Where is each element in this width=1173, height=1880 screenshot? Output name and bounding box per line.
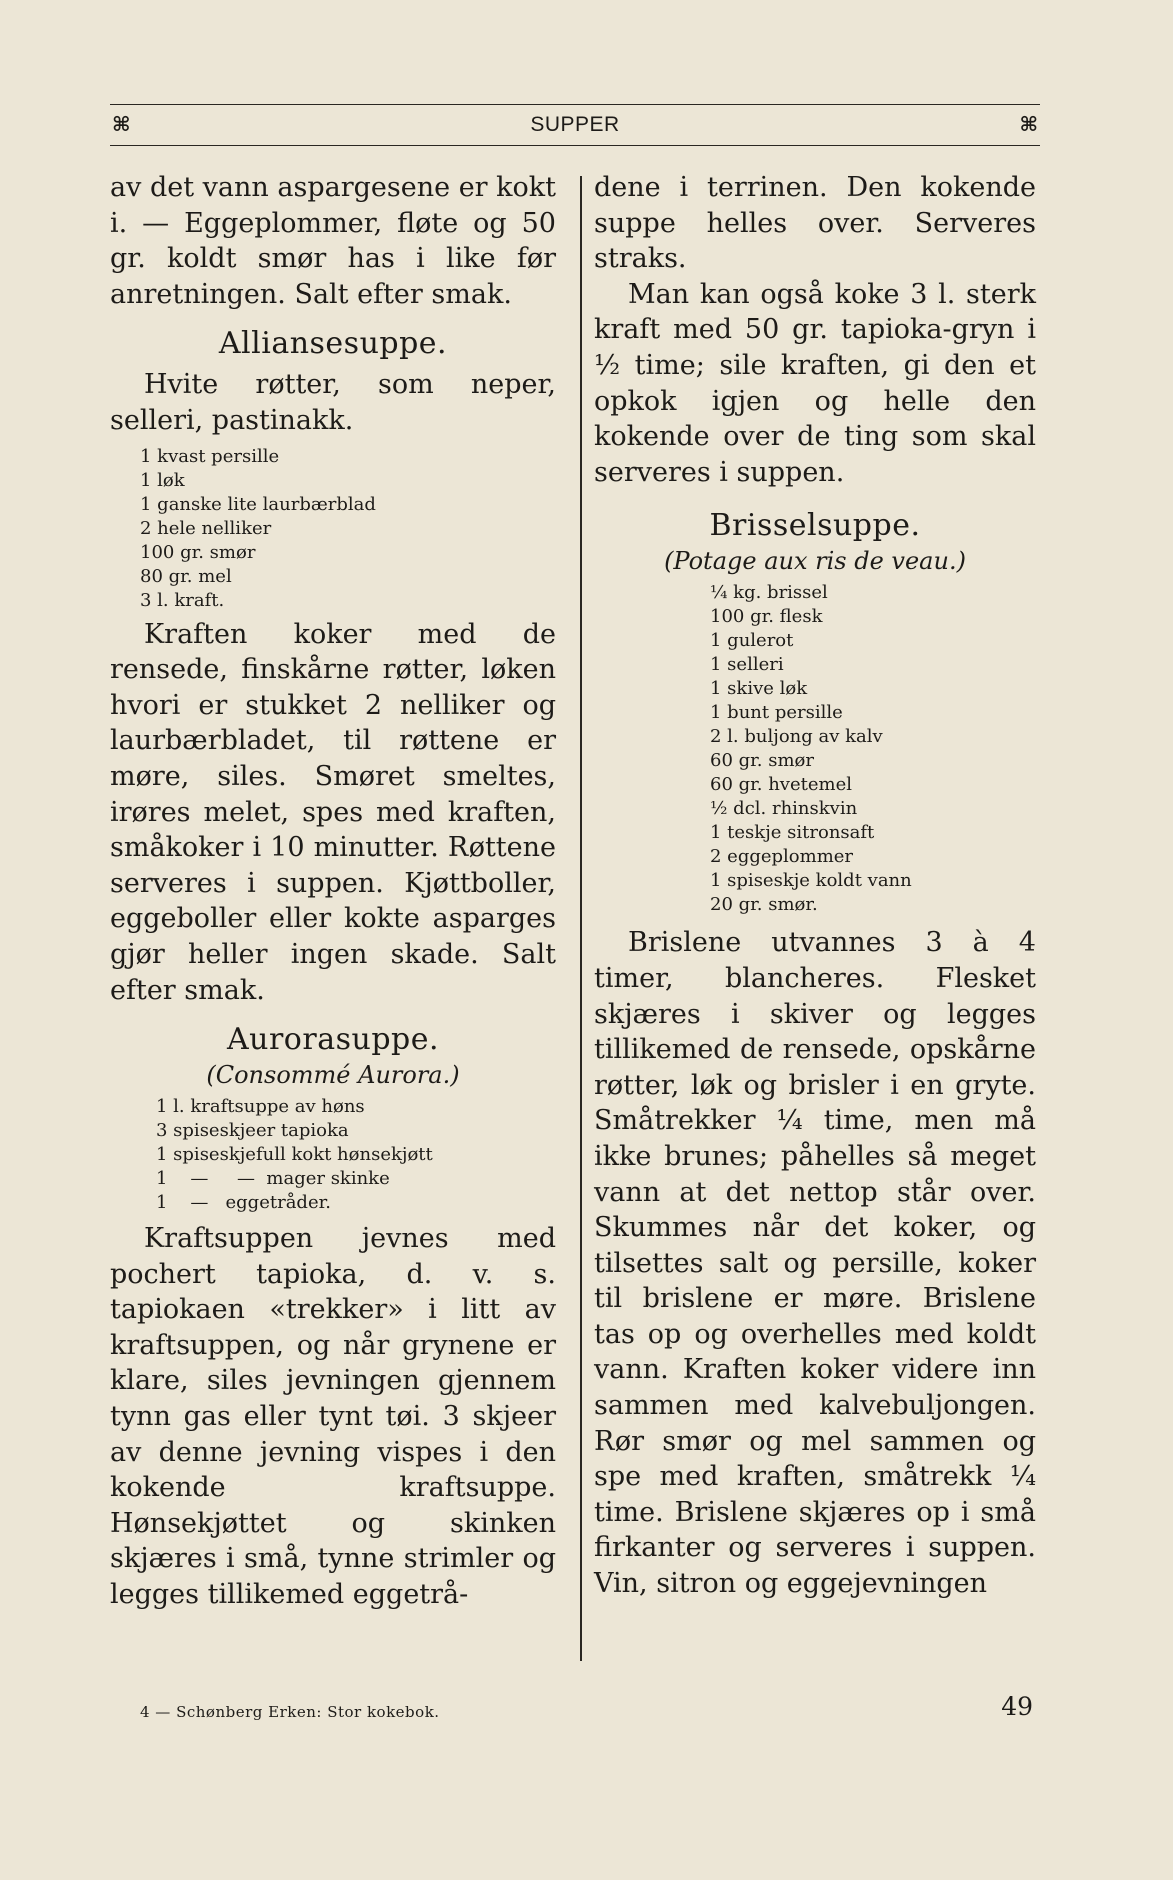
ingredient: 100 gr. flesk <box>710 606 823 628</box>
left-column <box>110 170 556 1613</box>
ingredient: 2 l. buljong av kalv <box>710 726 883 748</box>
ingredient-list <box>710 581 1036 917</box>
recipe-title-alliansesuppe: Alliansesuppe. <box>218 326 448 362</box>
ingredient: 60 gr. smør <box>710 750 814 772</box>
ornament-right: ⌘ <box>1019 112 1038 136</box>
column-divider <box>580 176 582 1661</box>
paragraph: dene i terrinen. Den kokende suppe helles over. Serveres straks. <box>594 172 1036 275</box>
ingredient: 1 skive løk <box>710 678 808 700</box>
ingredient-list <box>140 445 556 613</box>
ingredient: 1 teskje sitronsaft <box>710 822 875 844</box>
ingredient: 60 gr. hvetemel <box>710 774 852 796</box>
recipe-title-aurorasuppe: Aurorasuppe. <box>226 1022 440 1058</box>
ingredient: 100 gr. smør <box>140 541 256 563</box>
ingredient: 1 l. kraftsuppe av høns <box>156 1096 365 1118</box>
recipe-subtitle: (Consommé Aurora.) <box>206 1061 460 1090</box>
footer-signature: 4 — Schønberg Erken: Stor kokebok. <box>140 1703 440 1721</box>
ingredient: 20 gr. smør. <box>710 894 818 916</box>
recipe-subtitle: (Potage aux ris de veau.) <box>664 547 966 576</box>
ingredient-list <box>156 1095 556 1215</box>
ingredient: 3 l. kraft. <box>140 589 225 611</box>
ingredient: 1 gulerot <box>710 630 794 652</box>
paragraph: av det vann aspargesene er kokt i. — Eggeplommer, fløte og 50 gr. koldt smør has i like før anretningen. Salt efter smak. <box>110 172 556 310</box>
ingredient: 3 spiseskjeer tapioka <box>156 1120 349 1142</box>
running-title: SUPPER <box>530 113 620 136</box>
paragraph: Man kan også koke 3 l. sterk kraft med 50 gr. tapioka-gryn i ½ time; sile kraften, gi den et opkok igjen og helle den kokende over de ting som skal serveres i suppen. <box>594 278 1036 488</box>
ingredient: 1 selleri <box>710 654 784 676</box>
ingredient: 1 — — mager skinke <box>156 1168 390 1190</box>
ingredient: 2 eggeplommer <box>710 846 854 868</box>
paragraph: Hvite røtter, som neper, selleri, pastinakk. <box>110 369 556 436</box>
paragraph: Kraftsuppen jevnes med pochert tapioka, d. v. s. tapiokaen «trekker» i litt av kraftsuppen, og når grynene er klare, siles jevningen gjennem tynn gas eller tynt tøi. 3 skjeer av denne jevning vispes i den kokende kraftsuppe. Hønsekjøttet og skinken skjæres i små, tynne strimler og legges tillikemed eggetrå- <box>110 1223 556 1611</box>
ingredient: ¼ kg. brissel <box>710 582 828 604</box>
ingredient: 1 bunt persille <box>710 702 843 724</box>
paragraph: Kraften koker med de rensede, finskårne røtter, løken hvori er stukket 2 nelliker og laurbærbladet, til røttene er møre, siles. Smøret smeltes, irøres melet, spes med kraften, småkoker i 10 minutter. Røttene serveres i suppen. Kjøttboller, eggeboller eller kokte asparges gjør heller ingen skade. Salt efter smak. <box>110 618 556 1006</box>
ingredient: 1 løk <box>140 469 185 491</box>
ingredient: 1 spiseskjefull kokt hønsekjøtt <box>156 1144 433 1166</box>
right-column <box>594 170 1036 1602</box>
paragraph: Brislene utvannes 3 à 4 timer, blancheres. Flesket skjæres i skiver og legges tillikemed de rensede, opskårne røtter, løk og brisler i en gryte. Småtrekker ¼ time, men må ikke brunes; påhelles så meget vann at det nettop står over. Skummes når det koker, og tilsettes salt og persille, koker til brislene er møre. Brislene tas op og overhelles med koldt vann. Kraften koker videre inn sammen med kalvebuljongen. Rør smør og mel sammen og spe med kraften, småtrekk ¼ time. Brislene skjæres op i små firkanter og serveres i suppen. Vin, sitron og eggejevningen <box>594 927 1036 1600</box>
ingredient: 1 ganske lite laurbærblad <box>140 493 376 515</box>
ingredient: 1 spiseskje koldt vann <box>710 870 912 892</box>
ingredient: 2 hele nelliker <box>140 517 272 539</box>
ingredient: 1 — eggetråder. <box>156 1192 331 1214</box>
ornament-left: ⌘ <box>112 112 131 136</box>
recipe-title-brisselsuppe: Brisselsuppe. <box>709 508 921 544</box>
ingredient: ½ dcl. rhinskvin <box>710 798 858 820</box>
ingredient: 80 gr. mel <box>140 565 232 587</box>
ingredient: 1 kvast persille <box>140 445 280 467</box>
running-header <box>110 104 1040 146</box>
page-number: 49 <box>1001 1692 1033 1721</box>
